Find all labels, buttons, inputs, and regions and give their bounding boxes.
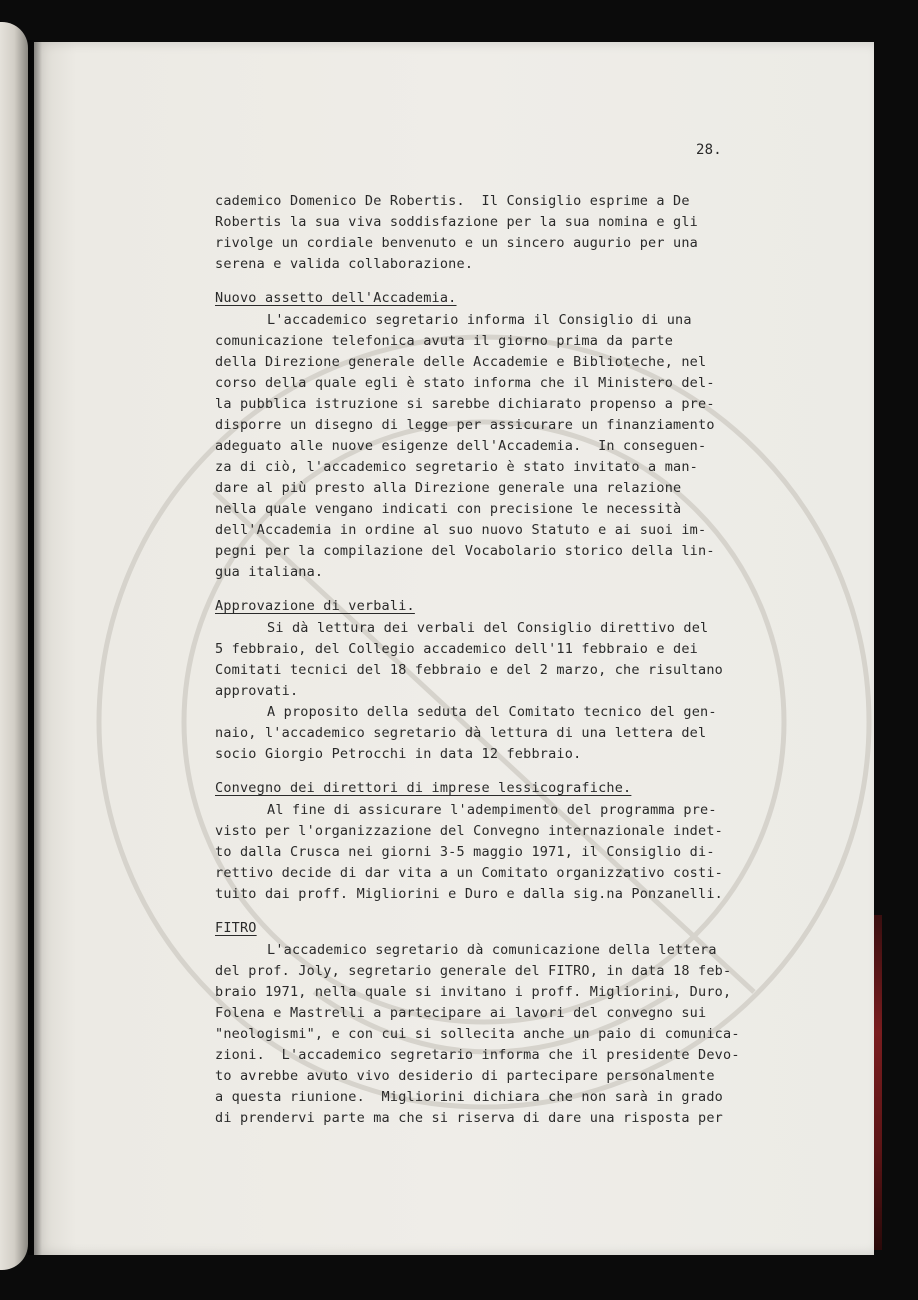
text-line: naio, l'accademico segretario dà lettura di una lettera del [215, 725, 707, 741]
text-line: della Direzione generale delle Accademie e Biblioteche, nel [215, 354, 707, 370]
text-line: serena e valida collaborazione. [215, 256, 474, 272]
text-line: rettivo decide di dar vita a un Comitato organizzativo costi- [215, 865, 723, 881]
section-heading: Convegno dei direttori di imprese lessicografiche. [215, 780, 632, 796]
text-line: za di ciò, l'accademico segretario è stato invitato a man- [215, 459, 699, 475]
text-line: zioni. L'accademico segretario informa che il presidente Devo- [215, 1047, 740, 1063]
facing-page-edge [0, 22, 28, 1270]
text-line: dell'Accademia in ordine al suo nuovo Statuto e ai suoi im- [215, 522, 707, 538]
text-line: adeguato alle nuove esigenze dell'Accademia. In conseguen- [215, 438, 707, 454]
text-line: comunicazione telefonica avuta il giorno prima da parte [215, 333, 674, 349]
text-line: disporre un disegno di legge per assicurare un finanziamento [215, 417, 715, 433]
text-line: socio Giorgio Petrocchi in data 12 febbraio. [215, 746, 582, 762]
text-line: Al fine di assicurare l'adempimento del programma pre- [267, 802, 717, 818]
text-line: dare al più presto alla Direzione generale una relazione [215, 480, 682, 496]
text-line: del prof. Joly, segretario generale del FITRO, in data 18 feb- [215, 963, 732, 979]
text-line: 5 febbraio, del Collegio accademico dell'11 febbraio e dei [215, 641, 699, 657]
document-text [34, 42, 874, 1255]
text-line: la pubblica istruzione si sarebbe dichiarato propenso a pre- [215, 396, 715, 412]
text-line: Comitati tecnici del 18 febbraio e del 2 marzo, che risultano [215, 662, 723, 678]
section-heading: Approvazione di verbali. [215, 598, 415, 614]
text-line: A proposito della seduta del Comitato tecnico del gen- [267, 704, 717, 720]
text-line: approvati. [215, 683, 299, 699]
document-page [34, 42, 874, 1255]
text-line: Si dà lettura dei verbali del Consiglio direttivo del [267, 620, 709, 636]
section-heading: FITRO [215, 920, 257, 936]
page-number: 28. [696, 142, 722, 158]
text-line: Robertis la sua viva soddisfazione per la sua nomina e gli [215, 214, 699, 230]
text-line: nella quale vengano indicati con precisione le necessità [215, 501, 682, 517]
text-line: di prendervi parte ma che si riserva di dare una risposta per [215, 1110, 723, 1126]
section-heading: Nuovo assetto dell'Accademia. [215, 290, 457, 306]
text-line: corso della quale egli è stato informa che il Ministero del- [215, 375, 715, 391]
text-line: "neologismi", e con cui si sollecita anche un paio di comunica- [215, 1026, 740, 1042]
text-line: L'accademico segretario informa il Consiglio di una [267, 312, 692, 328]
text-line: cademico Domenico De Robertis. Il Consiglio esprime a De [215, 193, 690, 209]
text-line: braio 1971, nella quale si invitano i proff. Migliorini, Duro, [215, 984, 732, 1000]
gutter-shadow [28, 40, 42, 1255]
text-line: L'accademico segretario dà comunicazione della lettera [267, 942, 717, 958]
text-line: tuito dai proff. Migliorini e Duro e dalla sig.na Ponzanelli. [215, 886, 723, 902]
text-line: to dalla Crusca nei giorni 3-5 maggio 1971, il Consiglio di- [215, 844, 715, 860]
text-line: rivolge un cordiale benvenuto e un sincero augurio per una [215, 235, 699, 251]
text-line: gua italiana. [215, 564, 324, 580]
text-line: visto per l'organizzazione del Convegno internazionale indet- [215, 823, 723, 839]
text-line: a questa riunione. Migliorini dichiara che non sarà in grado [215, 1089, 723, 1105]
text-line: Folena e Mastrelli a partecipare ai lavori del convegno sui [215, 1005, 707, 1021]
text-line: pegni per la compilazione del Vocabolario storico della lin- [215, 543, 715, 559]
text-line: to avrebbe avuto vivo desiderio di partecipare personalmente [215, 1068, 715, 1084]
